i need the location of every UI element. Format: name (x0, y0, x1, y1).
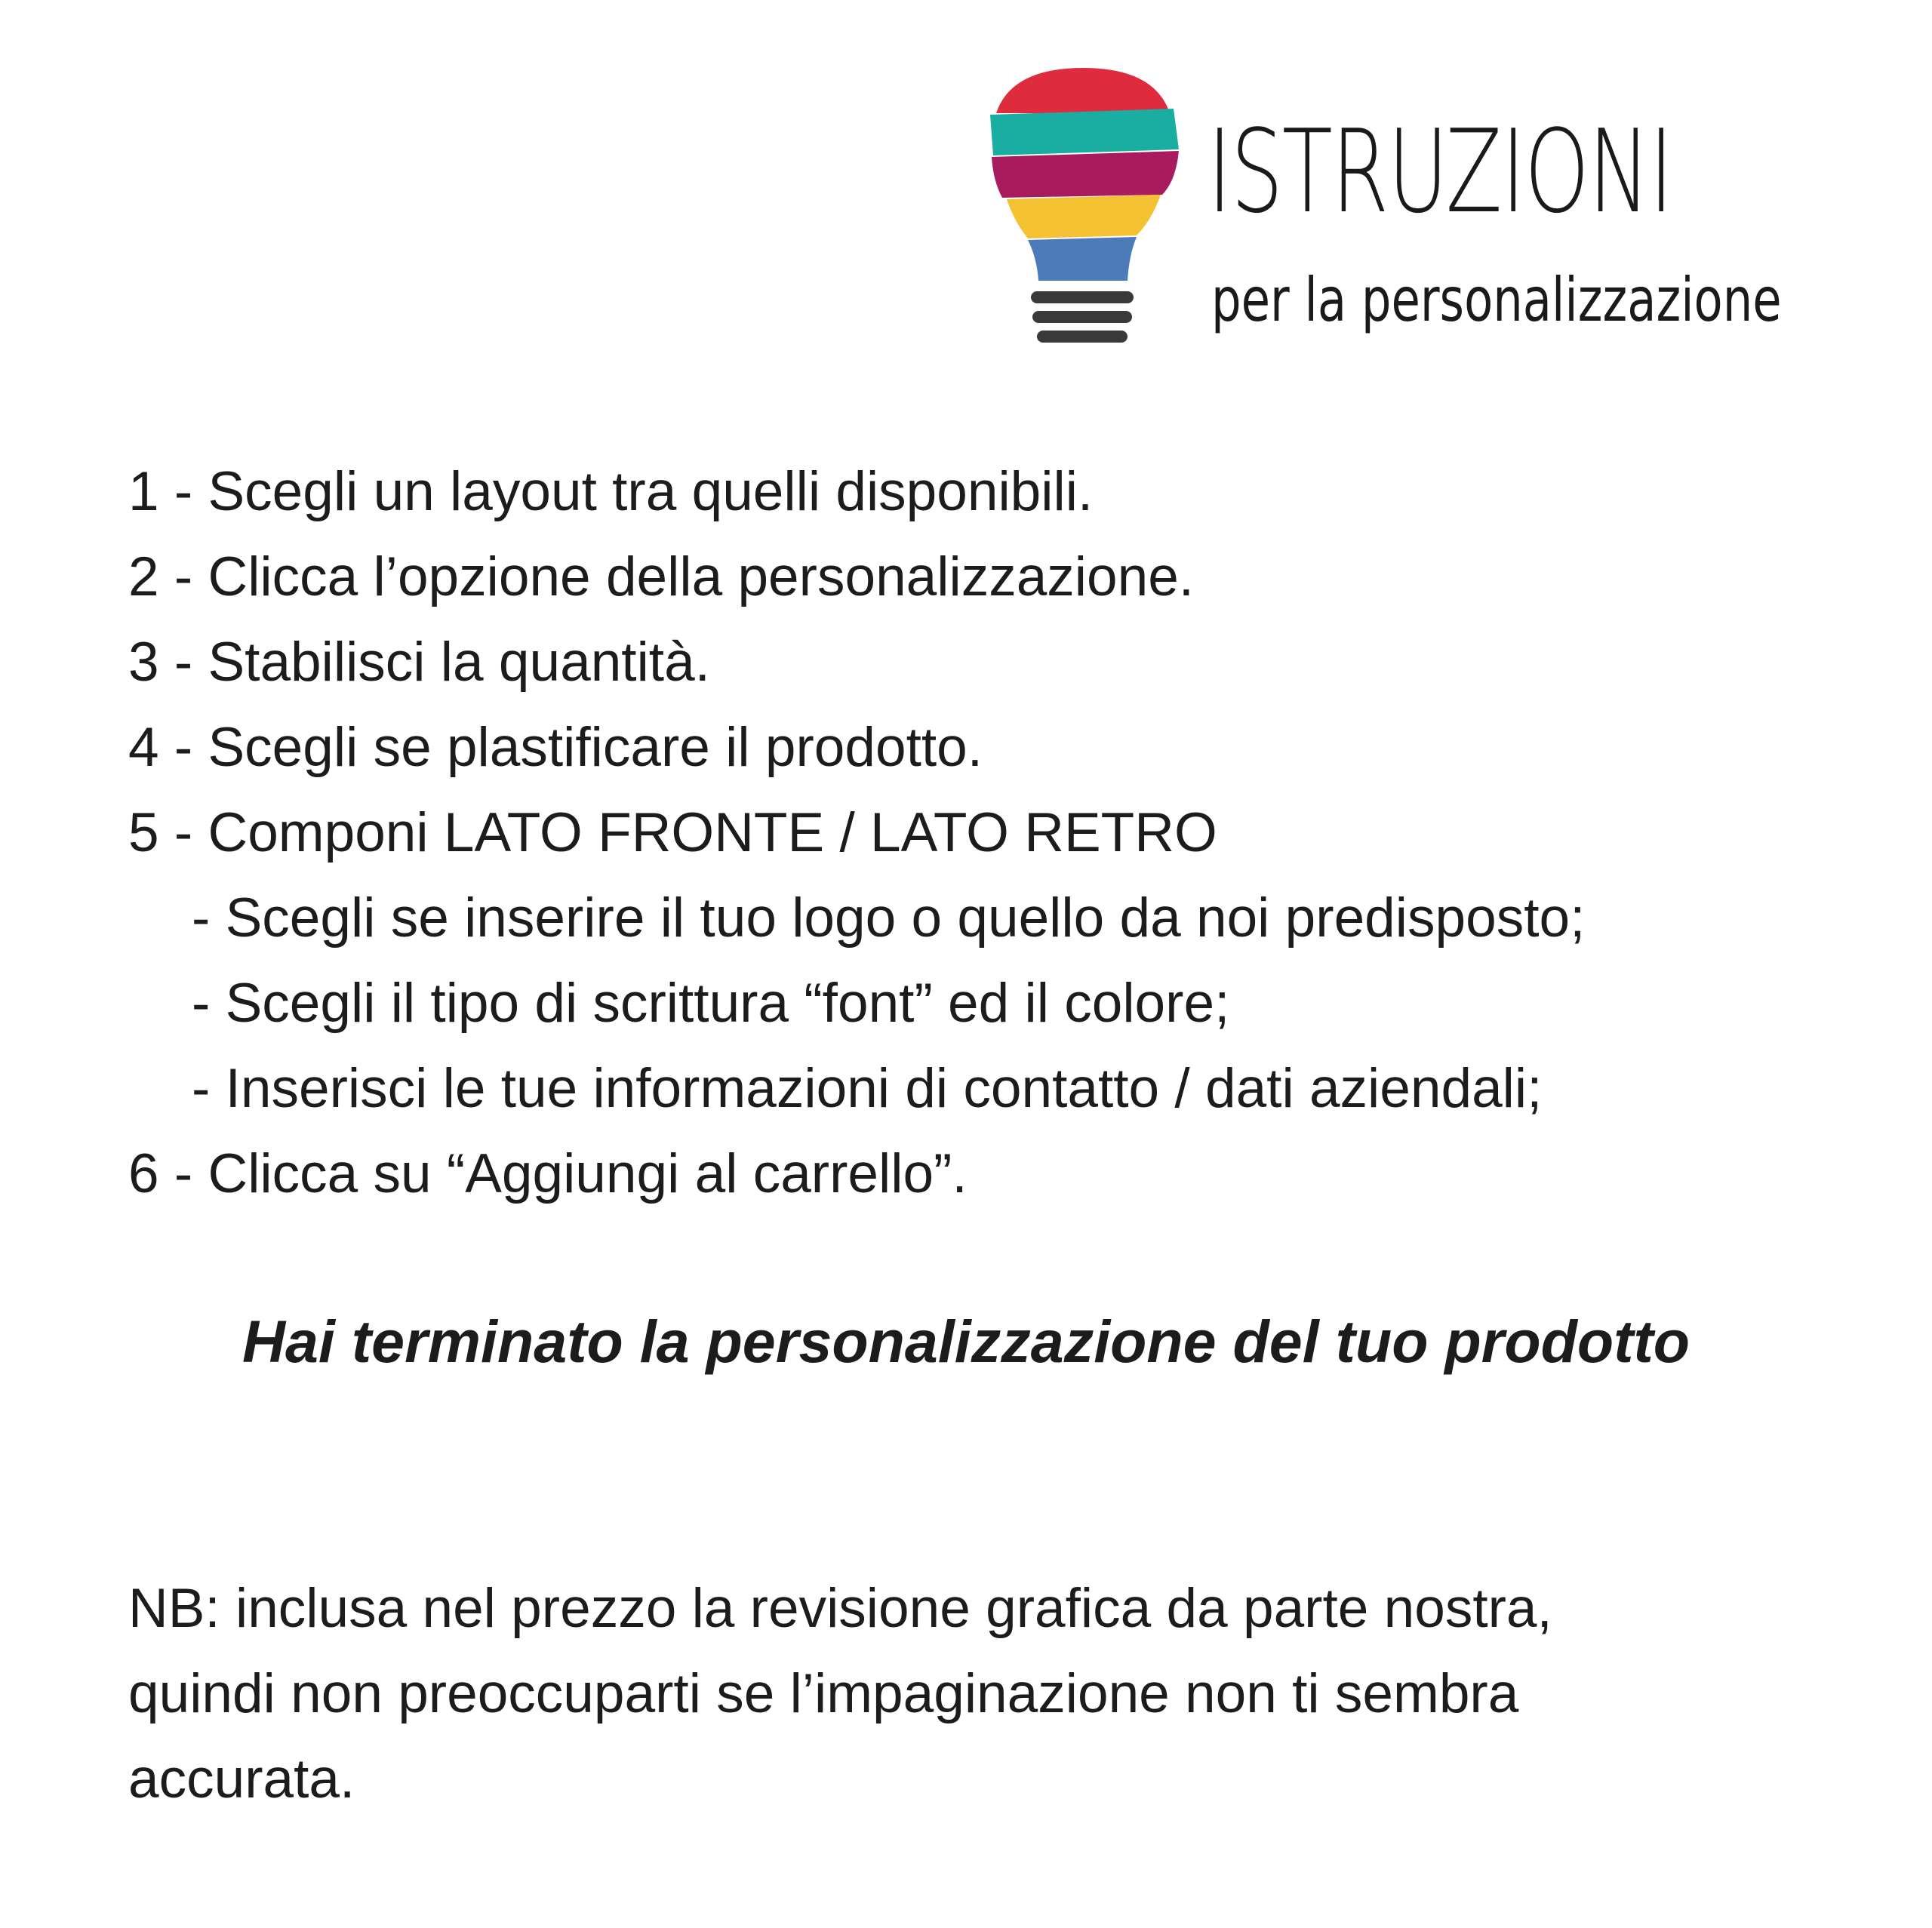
bulb-segment-red (996, 68, 1170, 113)
page-subtitle: per la personalizzazione (1211, 265, 1782, 335)
steps-list (128, 449, 1585, 1216)
conclusion-text: Hai terminato la personalizzazione del tuo prodotto (242, 1308, 1690, 1375)
note-line: NB: inclusa nel prezzo la revisione grafica da parte nostra, (128, 1578, 1552, 1639)
step-1: 1 - Scegli un layout tra quelli disponibili. (128, 461, 1094, 522)
bulb-base-line (1032, 311, 1132, 323)
bulb-base-line (1037, 331, 1128, 343)
step-2: 2 - Clicca l’opzione della personalizzazione. (128, 546, 1195, 607)
note-line: accurata. (128, 1748, 355, 1810)
bulb-segment-teal (990, 109, 1179, 155)
bulb-segment-yellow (1007, 195, 1161, 238)
step-5-sub-3: - Inserisci le tue informazioni di contatto / dati aziendali; (192, 1058, 1543, 1119)
header (981, 68, 1887, 355)
note-paragraph (128, 1566, 1552, 1822)
bulb-base-line (1031, 291, 1134, 303)
step-5-sub-1: - Scegli se inserire il tuo logo o quello da noi predisposto; (192, 887, 1586, 949)
step-5: 5 - Componi LATO FRONTE / LATO RETRO (128, 802, 1217, 863)
bulb-segment-blue (1028, 237, 1137, 281)
note-line: quindi non preoccuparti se l’impaginazione non ti sembra (128, 1663, 1519, 1724)
step-3: 3 - Stabilisci la quantità. (128, 632, 710, 693)
bulb-segment-magenta (992, 151, 1179, 198)
step-5-sub-2: - Scegli il tipo di scrittura “font” ed il colore; (192, 973, 1230, 1034)
page-title: ISTRUZIONI (1208, 105, 1672, 238)
step-6: 6 - Clicca su “Aggiungi al carrello”. (128, 1143, 968, 1204)
step-4: 4 - Scegli se plastificare il prodotto. (128, 717, 983, 778)
lightbulb-icon (981, 68, 1185, 355)
